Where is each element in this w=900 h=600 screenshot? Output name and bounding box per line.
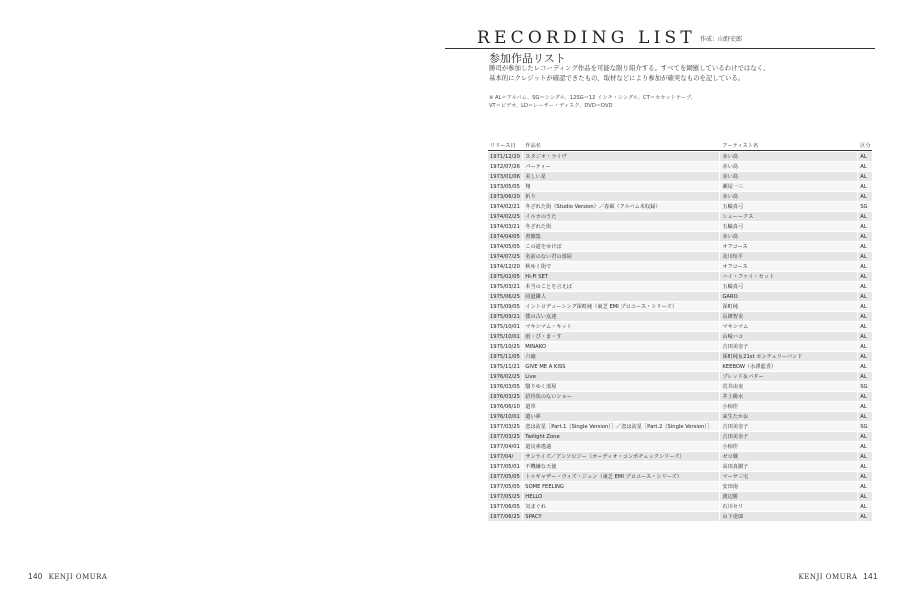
type-cell: AL [858,482,872,491]
left-page-number: 140 [28,572,43,581]
table-row [488,482,872,491]
release-date-cell: 1973/05/05 [488,182,522,191]
table-row [488,302,872,311]
type-cell: AL [858,222,872,231]
type-cell: AL [858,262,872,271]
table-row [488,492,872,501]
title-cell: GIVE ME A KISS [523,362,719,371]
type-cell: SG [858,202,872,211]
table-row [488,262,872,271]
table-row [488,352,872,361]
release-date-cell: 1974/02/21 [488,202,522,211]
title-cell: 名前のない君の部屋 [523,252,719,261]
header-type: 区分 [860,143,871,149]
table-row [488,392,872,401]
release-date-cell: 1975/11/21 [488,362,522,371]
type-cell: AL [858,352,872,361]
type-cell: AL [858,432,872,441]
table-row [488,322,872,331]
release-date-cell: 1977/06/05 [488,502,522,511]
artist-cell: オフコース [720,242,857,251]
title-credit: 作成：山野史郎 [700,36,743,43]
type-cell: AL [858,172,872,181]
artist-cell: 長隆智美 [720,312,857,321]
artist-cell: 小椋佳 [720,442,857,451]
release-date-cell: 1971/12/20 [488,152,522,161]
artist-cell: 瀬尾一三 [720,182,857,191]
table-row [488,212,872,221]
artist-cell: 赤い鳥 [720,162,857,171]
title-cell: この道をゆけば [523,242,719,251]
table-row [488,472,872,481]
type-cell: AL [858,442,872,451]
title-cell: イントロデューシング深町純（東芝 EMI プロユース・シリーズ） [523,302,719,311]
type-cell: AL [858,162,872,171]
table-row [488,152,872,161]
title-cell: 秋ゆく街で [523,262,719,271]
artist-cell: ハイ・ファイ・セット [720,272,857,281]
artist-cell: 五輪真弓 [720,202,857,211]
title-cell: HELLO [523,492,719,501]
type-cell: AL [858,182,872,191]
title-cell: Live [523,372,719,381]
artist-cell: 赤い鳥 [720,152,857,161]
artist-cell: 五輪真弓 [720,222,857,231]
artist-cell: ゼロ戦 [720,452,857,461]
title-cell: 本当のことを言えば [523,282,719,291]
release-date-cell: 1975/09/05 [488,302,522,311]
release-date-cell: 1977/05/01 [488,462,522,471]
artist-cell: 赤い鳥 [720,172,857,181]
table-row [488,252,872,261]
release-date-cell: 1977/03/25 [488,432,522,441]
table-header-row [488,141,872,151]
artist-cell: 山下達郎 [720,512,857,521]
table-row [488,462,872,471]
release-date-cell: 1974/04/05 [488,232,522,241]
table-row [488,372,872,381]
title-cell: パーティー [523,162,719,171]
title-cell: 恋は流星［Part.1（Single Version）］／恋は流星［Part.2（Single Version）］ [523,422,719,431]
title-cell: 同道隣人 [523,292,719,301]
table-row [488,442,872,451]
table-row [488,182,872,191]
release-date-cell: 1975/10/25 [488,342,522,351]
recording-table-body [488,152,872,521]
table-row [488,342,872,351]
title-cell: 祈り [523,192,719,201]
title-cell: 道良素遙遠 [523,442,719,451]
title-cell: 翔 [523,182,719,191]
artist-cell: 井上陽水 [720,392,857,401]
title-rule [445,48,875,49]
type-cell: AL [858,232,872,241]
table-row [488,512,872,521]
type-cell: AL [858,342,872,351]
header-title: 作品名 [523,141,719,151]
type-cell: AL [858,282,872,291]
artist-cell: 深町純＆21st センチュリーバンド [720,352,857,361]
artist-cell: 渡辺勝 [720,492,857,501]
right-page-number: 141 [863,572,878,581]
type-cell: AL [858,272,872,281]
artist-cell: ブレッド＆バター [720,372,857,381]
header-release-date: リリース日 [488,141,522,151]
left-running-name: KENJI OMURA [48,573,108,581]
artist-cell: 小椋佳 [720,402,857,411]
intro-paragraph [489,63,879,83]
title-cell: 気まぐれ [523,502,719,511]
type-cell: AL [858,492,872,501]
legend-line: ※ AL＝アルバム、SG＝シングル、12SG＝12 インチ・シングル、CT＝カセットテープ、 [489,95,696,101]
type-cell: AL [858,212,872,221]
release-date-cell: 1974/12/20 [488,262,522,271]
artist-cell: オフコース [720,262,857,271]
release-date-cell: 1974/05/05 [488,242,522,251]
title-cell: スタジオ・ライヴ [523,152,719,161]
release-date-cell: 1975/10/01 [488,322,522,331]
title-cell: 冬ざれた街 [523,222,719,231]
release-date-cell: 1977/05/05 [488,482,522,491]
artist-cell: マキシマム [720,322,857,331]
table-row [488,412,872,421]
release-date-cell: 1973/01/06 [488,172,522,181]
release-date-cell: 1975/02/05 [488,272,522,281]
page-subtitle: 参加作品リスト [489,52,566,65]
release-date-cell: 1977/04/01 [488,442,522,451]
type-cell: SG [858,422,872,431]
release-date-cell: 1976/02/25 [488,372,522,381]
title-cell: 遣い夢 [523,412,719,421]
release-date-cell: 1974/02/25 [488,212,522,221]
type-cell: AL [858,332,872,341]
artist-cell: 吉田美奈子 [720,422,857,431]
format-legend [489,94,879,110]
artist-cell: 深町純 [720,302,857,311]
release-date-cell: 1976/03/05 [488,382,522,391]
type-cell: AL [858,192,872,201]
table-row [488,422,872,431]
artist-cell: シューークス [720,212,857,221]
title-cell: トゥギャザー・ウィズ・ジュン（東芝 EMI プロユース・シリーズ） [523,472,719,481]
type-cell: AL [858,252,872,261]
release-date-cell: 1977/06/25 [488,512,522,521]
type-cell: AL [858,322,872,331]
type-cell: AL [858,462,872,471]
artist-cell: 五輪真弓 [720,282,857,291]
release-date-cell: 1977/05/25 [488,492,522,501]
artist-cell: 来生たかお [720,412,857,421]
artist-cell: 赤い鳥 [720,232,857,241]
title-cell: 翳りゆく部屋 [523,382,719,391]
table-row [488,272,872,281]
release-date-cell: 1975/09/21 [488,312,522,321]
table-row [488,432,872,441]
artist-cell: 荒井由実 [720,382,857,391]
type-cell: AL [858,392,872,401]
artist-cell: マーサ三宅 [720,472,857,481]
release-date-cell: 1975/10/01 [488,332,522,341]
release-date-cell: 1976/10/01 [488,412,522,421]
title-cell: MINAKO [523,342,719,351]
title-cell: Twilight Zone [523,432,719,441]
release-date-cell: 1976/06/10 [488,402,522,411]
table-row [488,172,872,181]
legend-line: VT＝ビデオ、LD＝レーザー・ディスク、DVD＝DVD [489,103,613,109]
left-folio [28,572,108,581]
title-cell: 冬ざれた街（Studio Version）／春風（アルバム未収録） [523,202,719,211]
release-date-cell: 1974/07/25 [488,252,522,261]
title-cell: Hi-Fi SET [523,272,719,281]
title-cell: 書簡集 [523,232,719,241]
type-cell: AL [858,312,872,321]
title-cell: 招待状のないショー [523,392,719,401]
table-row [488,362,872,371]
table-row [488,382,872,391]
title-cell: イルカのうた [523,212,719,221]
release-date-cell: 1973/06/20 [488,192,522,201]
table-row [488,402,872,411]
title-cell: 道草 [523,402,719,411]
title-cell: 雨・ぴ・ま・す [523,332,719,341]
recording-table [488,140,872,522]
title-cell: サンライズ／アンソロジー（オーディオ・コンポチェックシリーズ） [523,452,719,461]
table-row [488,282,872,291]
intro-line: 基本的にクレジットが確認できたもの、取材などにより参加が確実なものを記している。 [489,74,745,82]
right-folio [799,572,879,581]
title-cell: SOME FEELING [523,482,719,491]
title-cell: マキシマム・キット [523,322,719,331]
table-row [488,502,872,511]
release-date-cell: 1975/11/05 [488,352,522,361]
artist-cell: 赤い鳥 [720,192,857,201]
title-cell: 美しい星 [523,172,719,181]
release-date-cell: 1974/03/21 [488,222,522,231]
type-cell: AL [858,512,872,521]
artist-cell: 山崎ハコ [720,332,857,341]
type-cell: AL [858,412,872,421]
table-row [488,332,872,341]
table-row [488,292,872,301]
release-date-cell: 1977/03/25 [488,422,522,431]
type-cell: AL [858,502,872,511]
release-date-cell: 1975/03/21 [488,282,522,291]
type-cell: AL [858,452,872,461]
table-row [488,222,872,231]
type-cell: AL [858,302,872,311]
intro-line: 勝司が参加したレコーディング作品を可能な限り紹介する。すべてを網羅しているわけではなく、 [489,64,770,72]
page-title: RECORDING LIST [477,28,696,48]
table-row [488,242,872,251]
artist-cell: 石川セリ [720,502,857,511]
right-running-name: KENJI OMURA [798,573,858,581]
header-artist: アーティスト名 [720,141,857,151]
type-cell: AL [858,372,872,381]
type-cell: AL [858,472,872,481]
release-date-cell: 1972/07/26 [488,162,522,171]
release-date-cell: 1977/04/ [488,452,522,461]
type-cell: SG [858,382,872,391]
type-cell: AL [858,362,872,371]
artist-cell: 高田真樹子 [720,462,857,471]
artist-cell: KEEBOW（水澤藍香） [720,362,857,371]
type-cell: AL [858,402,872,411]
title-cell: 六喩 [523,352,719,361]
table-row [488,232,872,241]
type-cell: AL [858,292,872,301]
title-cell: 僕の古い友達 [523,312,719,321]
artist-cell: 安田南 [720,482,857,491]
release-date-cell: 1976/03/25 [488,392,522,401]
artist-cell: 吉田美奈子 [720,432,857,441]
title-cell: 不機嫌な天使 [523,462,719,471]
table-row [488,452,872,461]
type-cell: AL [858,152,872,161]
table-row [488,162,872,171]
table-row [488,312,872,321]
artist-cell: 及川恒平 [720,252,857,261]
artist-cell: GARO [720,292,857,301]
type-cell: AL [858,242,872,251]
table-row [488,192,872,201]
title-cell: SPACY [523,512,719,521]
release-date-cell: 1975/06/25 [488,292,522,301]
release-date-cell: 1977/05/05 [488,472,522,481]
artist-cell: 吉田美奈子 [720,342,857,351]
table-row [488,202,872,211]
